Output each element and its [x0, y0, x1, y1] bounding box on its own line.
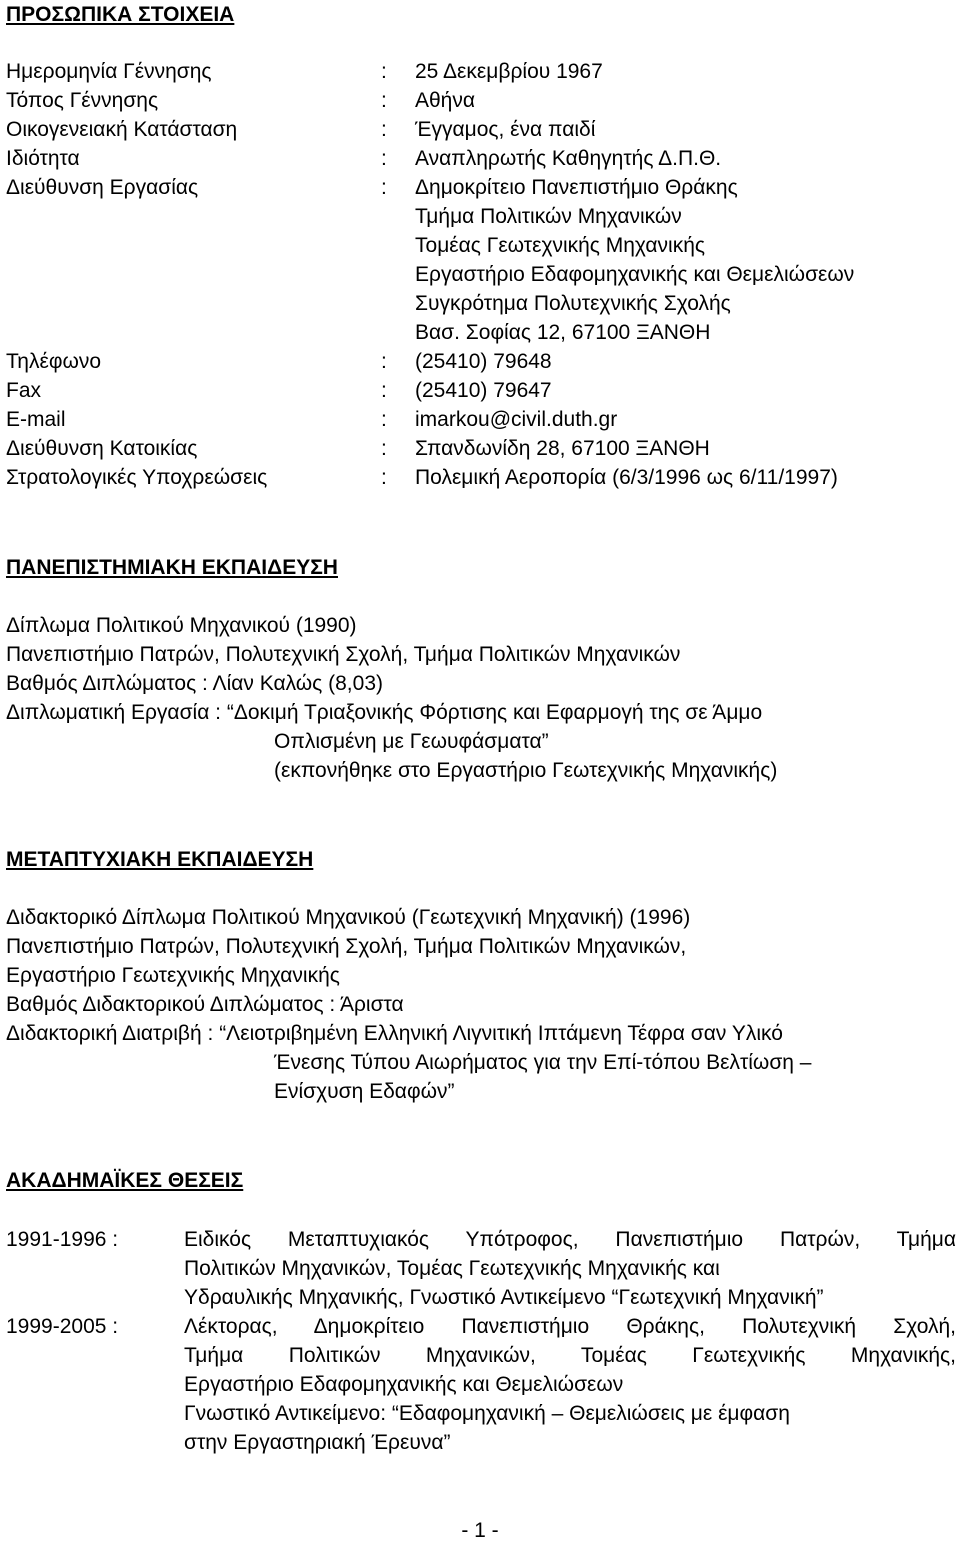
personal-label: Τηλέφωνο [6, 350, 102, 373]
academic-heading: ΑΚΑΔΗΜΑΪΚΕΣ ΘΕΣΕΙΣ [6, 1169, 244, 1192]
personal-row [6, 144, 956, 173]
thesis-label: Διπλωματική Εργασία : [6, 701, 222, 724]
personal-row [6, 57, 956, 86]
position-row [6, 1225, 956, 1312]
university-line: Πανεπιστήμιο Πατρών, Πολυτεχνική Σχολή, Τμήμα Πολιτικών Μηχανικών [6, 643, 681, 666]
thesis-title-continued: Οπλισμένη με Γεωυφάσματα” (εκπονήθηκε στο Εργαστήριο Γεωτεχνικής Μηχανικής) [274, 730, 778, 782]
dissertation-label: Διδακτορική Διατριβή : [6, 1022, 214, 1045]
personal-value: Πολεμική Αεροπορία (6/3/1996 ως 6/11/1997) [415, 466, 838, 489]
phd-lab-line: Εργαστήριο Γεωτεχνικής Μηχανικής [6, 964, 340, 987]
position-text-line: Λέκτορας, Δημοκρίτειο Πανεπιστήμιο Θράκης, Πολυτεχνική Σχολή, [184, 1315, 956, 1338]
position-text [184, 1312, 956, 1370]
personal-value: Σπανδωνίδη 28, 67100 ΞΑΝΘΗ [415, 437, 710, 460]
colon-separator: : [381, 89, 387, 112]
personal-label: Οικογενειακή Κατάσταση [6, 118, 238, 141]
phd-degree-line: Διδακτορικό Δίπλωμα Πολιτικού Μηχανικού (Γεωτεχνική Μηχανική) (1996) [6, 906, 691, 929]
personal-label: Fax [6, 379, 42, 402]
position-text-continued: Πολιτικών Μηχανικών, Τομέας Γεωτεχνικής Μηχανικής και Υδραυλικής Μηχανικής, Γνωστικό Αντικείμενο “Γεωτεχνική Μηχανική” [184, 1257, 824, 1309]
colon-separator: : [381, 176, 387, 199]
colon-separator: : [381, 466, 387, 489]
degree-line: Δίπλωμα Πολιτικού Μηχανικού (1990) [6, 614, 357, 637]
thesis-title: “Δοκιμή Τριαξονικής Φόρτισης και Εφαρμογή της σε Άμμο [226, 701, 763, 724]
position-text-line: Τμήμα Πολιτικών Μηχανικών, Τομέας Γεωτεχνικής Μηχανικής, [184, 1344, 956, 1367]
personal-row [6, 115, 956, 144]
colon-separator: : [381, 437, 387, 460]
page-number: - 1 - [461, 1519, 499, 1542]
thesis-line [6, 698, 956, 727]
personal-heading: ΠΡΟΣΩΠΙΚΑ ΣΤΟΙΧΕΙΑ [6, 3, 235, 26]
personal-label: Τόπος Γέννησης [6, 89, 159, 112]
dissertation-title-continued: Ένεσης Τύπου Αιωρήματος για την Επί-τόπου Βελτίωση – Ενίσχυση Εδαφών” [274, 1051, 812, 1103]
personal-value: (25410) 79647 [415, 379, 552, 402]
personal-label: Διεύθυνση Εργασίας [6, 176, 199, 199]
position-years: 1991-1996 : [6, 1228, 119, 1251]
personal-value: 25 Δεκεμβρίου 1967 [415, 60, 603, 83]
personal-row [6, 173, 956, 347]
personal-row [6, 86, 956, 115]
position-text-continued: Εργαστήριο Εδαφομηχανικής και Θεμελιώσεων Γνωστικό Αντικείμενο: “Εδαφομηχανική – Θεμελιώσεις με έμφαση στην Εργαστηριακή Έρευνα” [184, 1373, 790, 1454]
personal-label: Ιδιότητα [6, 147, 80, 170]
personal-value: Έγγαμος, ένα παιδί [415, 118, 596, 141]
phd-grade-line: Βαθμός Διδακτορικού Διπλώματος : Άριστα [6, 993, 404, 1016]
postgrad-heading: ΜΕΤΑΠΤΥΧΙΑΚΗ ΕΚΠΑΙΔΕΥΣΗ [6, 848, 314, 871]
personal-row [6, 463, 956, 492]
colon-separator: : [381, 379, 387, 402]
personal-value: Δημοκρίτειο Πανεπιστήμιο Θράκης Τμήμα Πολιτικών Μηχανικών Τομέας Γεωτεχνικής Μηχανικής Εργαστήριο Εδαφομηχανικής και Θεμελιώσεων Συγκρότημα Πολυτεχνικής Σχολής Βασ. Σοφίας 12, 67100 ΞΑΝΘΗ [415, 176, 855, 344]
grade-line: Βαθμός Διπλώματος : Λίαν Καλώς (8,03) [6, 672, 383, 695]
personal-row [6, 376, 956, 405]
personal-value: Αθήνα [415, 89, 476, 112]
personal-value: Αναπληρωτής Καθηγητής Δ.Π.Θ. [415, 147, 722, 170]
colon-separator: : [381, 408, 387, 431]
colon-separator: : [381, 60, 387, 83]
academic-positions [6, 1225, 956, 1457]
personal-label: Ημερομηνία Γέννησης [6, 60, 212, 83]
dissertation-title: “Λειοτριβημένη Ελληνική Λιγνιτική Ιπτάμενη Τέφρα σαν Υλικό [219, 1022, 783, 1045]
personal-row [6, 347, 956, 376]
dissertation-line [6, 1019, 956, 1048]
personal-row [6, 434, 956, 463]
personal-value: imarkou@civil.duth.gr [415, 408, 618, 431]
position-text: Ειδικός Μεταπτυχιακός Υπότροφος, Πανεπιστήμιο Πατρών, Τμήμα [184, 1228, 956, 1251]
personal-value: (25410) 79648 [415, 350, 552, 373]
personal-label: Στρατολογικές Υποχρεώσεις [6, 466, 268, 489]
personal-label: E-mail [6, 408, 66, 431]
undergrad-heading: ΠΑΝΕΠΙΣΤΗΜΙΑΚΗ ΕΚΠΑΙΔΕΥΣΗ [6, 556, 338, 579]
postgrad-section [6, 903, 956, 1106]
phd-university-line: Πανεπιστήμιο Πατρών, Πολυτεχνική Σχολή, Τμήμα Πολιτικών Μηχανικών, [6, 935, 687, 958]
position-row [6, 1312, 956, 1457]
personal-details [6, 57, 956, 492]
personal-row [6, 405, 956, 434]
colon-separator: : [381, 118, 387, 141]
colon-separator: : [381, 147, 387, 170]
undergrad-section [6, 611, 956, 785]
colon-separator: : [381, 350, 387, 373]
personal-label: Διεύθυνση Κατοικίας [6, 437, 198, 460]
position-years: 1999-2005 : [6, 1315, 119, 1338]
